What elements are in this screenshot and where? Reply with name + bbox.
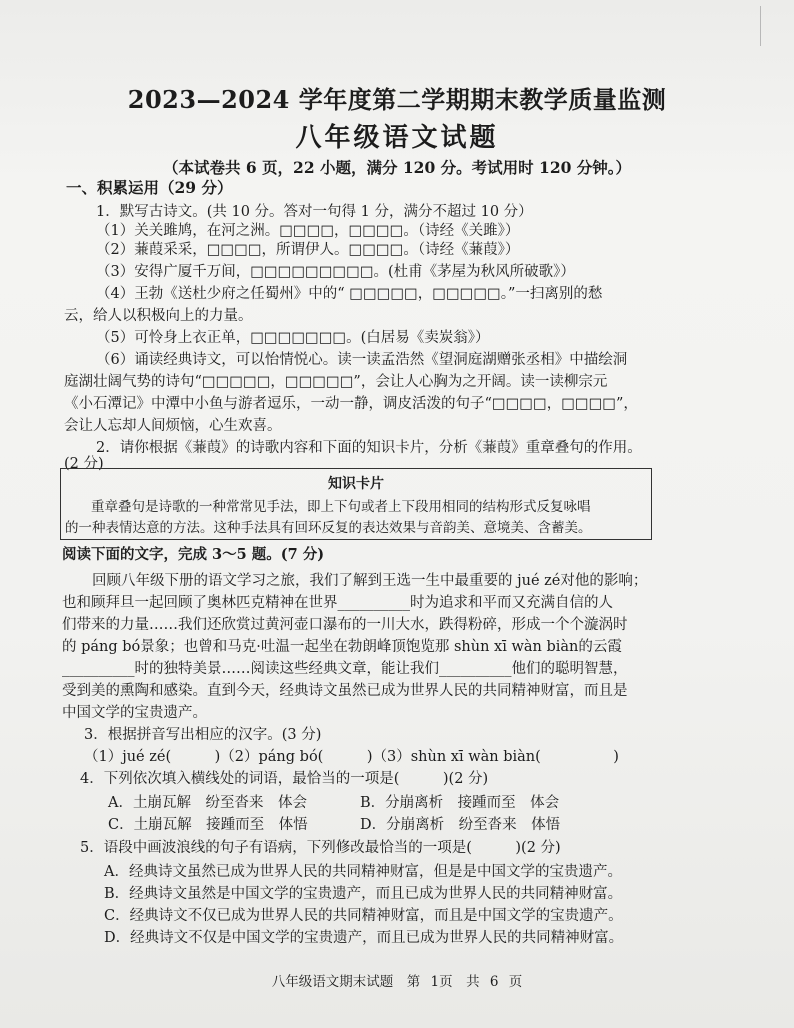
q1-line-4a: （4）王勃《送杜少府之任蜀州》中的“ □□□□□，□□□□□。”一扫离别的愁	[96, 286, 603, 302]
page-footer: 八年级语文期末试题 第 1页 共 6 页	[271, 974, 523, 990]
knowledge-card-line-2: 的一种表情达意的方法。这种手法具有回环反复的表达效果与音韵美、意境美、含蓄美。	[65, 520, 592, 536]
q5-option-d: D．经典诗文不仅是中国文学的宝贵遗产，而且已成为世界人民的共同精神财富。	[104, 930, 624, 946]
reading-para-line-6: 受到美的熏陶和感染。直到今天，经典诗文虽然已成为世界人民的共同精神财富，而且是	[62, 683, 628, 699]
q4-option-d: D．分崩离析 纷至沓来 体悟	[360, 817, 561, 833]
q5-option-b: B．经典诗文虽然是中国文学的宝贵遗产，而且已成为世界人民的共同精神财富。	[104, 886, 623, 902]
reading-para-line-4: 的 páng bó景象；也曾和马克·吐温一起坐在勃朗峰顶饱览那 shùn xī wàn biàn的云霞	[62, 639, 622, 655]
page-edge	[760, 6, 791, 46]
exam-subtitle: 八年级语文试题	[295, 123, 499, 153]
q1-line-3: （3）安得广厦千万间，□□□□□□□□□。(杜甫《茅屋为秋风所破歌》）	[96, 264, 575, 280]
q5-option-c: C．经典诗文不仅已成为世界人民的共同精神财富，而且是中国文学的宝贵遗产。	[104, 908, 623, 924]
q4-option-a: A．土崩瓦解 纷至沓来 体会	[108, 795, 307, 811]
q5-stem: 5．语段中画波浪线的句子有语病，下列修改最恰当的一项是( )(2 分)	[80, 840, 561, 856]
q2-stem: 2．请你根据《蒹葭》的诗歌内容和下面的知识卡片，分析《蒹葭》重章叠句的作用。	[96, 440, 642, 456]
q3-answers: （1）jué zé( )（2）páng bó( )（3）shùn xī wàn biàn( )	[84, 749, 619, 765]
reading-para-line-7: 中国文学的宝贵遗产。	[62, 705, 207, 721]
q1-line-6c: 《小石潭记》中潭中小鱼与游者逗乐，一动一静，调皮活泼的句子“□□□□，□□□□”，	[64, 396, 638, 412]
reading-heading: 阅读下面的文字，完成 3～5 题。(7 分)	[62, 546, 325, 563]
reading-para-line-5: __________时的独特美景……阅读这些经典文章，能让我们__________他们的聪明智慧，	[62, 661, 628, 677]
knowledge-card-title: 知识卡片	[328, 476, 384, 492]
section-heading: 一、积累运用（29 分）	[66, 178, 233, 197]
q1-intro: 1．默写古诗文。(共 10 分。答对一句得 1 分，满分不超过 10 分）	[96, 204, 533, 220]
exam-title: 2023—2024 学年度第二学期期末教学质量监测	[127, 85, 667, 114]
q3-stem: 3．根据拼音写出相应的汉字。(3 分)	[84, 727, 322, 743]
exam-note: （本试卷共 6 页，22 小题，满分 120 分。考试用时 120 分钟。）	[162, 158, 632, 177]
reading-para-line-3: 们带来的力量……我们还欣赏过黄河壶口瀑布的一川大水，跌得粉碎，形成一个个漩涡时	[62, 617, 628, 633]
q5-option-a: A．经典诗文虽然已成为世界人民的共同精神财富，但是是中国文学的宝贵遗产。	[104, 864, 622, 880]
q1-line-4b: 云，给人以积极向上的力量。	[64, 308, 253, 324]
q1-line-1: （1）关关雎鸠，在河之洲。□□□□，□□□□。（诗经《关雎》）	[96, 223, 520, 239]
q4-option-b: B．分崩离析 接踵而至 体会	[360, 795, 560, 811]
reading-para-line-2: 也和顾拜旦一起回顾了奥林匹克精神在世界__________时为追求和平而又充满自信的人	[62, 595, 613, 611]
q2-score: (2 分)	[64, 456, 104, 472]
q1-line-5: （5）可怜身上衣正单，□□□□□□□。(白居易《卖炭翁》）	[96, 330, 490, 346]
reading-para-line-1: 回顾八年级下册的语文学习之旅，我们了解到王选一生中最重要的 jué zé对他的影响；	[92, 573, 648, 589]
q4-stem: 4．下列依次填入横线处的词语，最恰当的一项是( )(2 分)	[80, 771, 489, 787]
q1-line-6d: 会让人忘却人间烦恼，心生欢喜。	[64, 418, 282, 434]
q4-option-c: C．土崩瓦解 接踵而至 体悟	[108, 817, 308, 833]
q1-line-6a: （6）诵读经典诗文，可以怡情悦心。读一读孟浩然《望洞庭湖赠张丞相》中描绘洞	[96, 352, 628, 368]
q1-line-2: （2）蒹葭采采，□□□□，所谓伊人。□□□□。（诗经《蒹葭》）	[96, 242, 520, 258]
q1-line-6b: 庭湖壮阔气势的诗句“□□□□□，□□□□□”，会让人心胸为之开阔。读一读柳宗元	[64, 374, 608, 390]
knowledge-card	[60, 468, 652, 540]
knowledge-card-line-1: 重章叠句是诗歌的一种常常见手法，即上下句或者上下段用相同的结构形式反复咏唱	[91, 499, 591, 515]
